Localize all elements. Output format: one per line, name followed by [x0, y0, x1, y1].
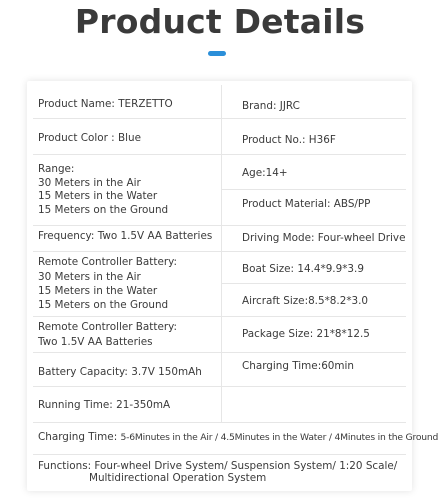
charging-time-label: Charging Time: — [38, 431, 121, 443]
product-material: Product Material: ABS/PP — [242, 198, 371, 210]
charging-time-short: Charging Time:60min — [242, 360, 355, 372]
product-no: Product No.: H36F — [242, 134, 336, 146]
row-divider — [221, 225, 406, 226]
row-divider — [33, 154, 406, 155]
row-divider — [33, 352, 406, 353]
remote-battery-value: Two 1.5V AA Batteries — [38, 336, 153, 348]
row-divider — [33, 422, 406, 423]
remote-battery-label-2: Remote Controller Battery: — [38, 321, 178, 333]
remote-battery-label: Remote Controller Battery: — [38, 256, 178, 268]
aircraft-size: Aircraft Size:8.5*8.2*3.0 — [242, 295, 369, 307]
row-divider — [33, 118, 406, 119]
running-time: Running Time: 21-350mA — [38, 399, 171, 411]
product-name: Product Name: TERZETTO — [38, 98, 173, 110]
row-divider — [33, 454, 406, 455]
column-divider — [221, 85, 222, 422]
range-ground: 15 Meters on the Ground — [38, 204, 169, 216]
frequency: Frequency: Two 1.5V AA Batteries — [38, 230, 213, 242]
remote-range-ground: 15 Meters on the Ground — [38, 299, 169, 311]
driving-mode: Driving Mode: Four-wheel Drive — [242, 232, 406, 244]
product-color: Product Color : Blue — [38, 132, 141, 144]
range-water: 15 Meters in the Water — [38, 190, 158, 202]
remote-range-water: 15 Meters in the Water — [38, 285, 158, 297]
charging-time-detail: 5-6Minutes in the Air / 4.5Minutes in the Water / 4Minutes in the Ground — [120, 432, 439, 443]
title-accent-bar — [208, 51, 226, 56]
row-divider — [221, 189, 406, 190]
product-details-card — [27, 81, 439, 491]
row-divider — [221, 283, 406, 284]
brand: Brand: JJRC — [242, 100, 300, 112]
page-title: Product Details — [74, 2, 366, 41]
boat-size: Boat Size: 14.4*9.9*3.9 — [242, 263, 364, 275]
functions-line-2: Multidirectional Operation System — [89, 472, 267, 484]
range-label: Range: — [38, 163, 75, 175]
functions-line-1: Functions: Four-wheel Drive System/ Suspension System/ 1:20 Scale/ — [38, 460, 398, 472]
row-divider — [33, 251, 406, 252]
range-air: 30 Meters in the Air — [38, 177, 141, 189]
row-divider — [33, 316, 406, 317]
row-divider — [33, 386, 406, 387]
charging-time-row — [38, 431, 438, 444]
package-size: Package Size: 21*8*12.5 — [242, 328, 370, 340]
battery-capacity: Battery Capacity: 3.7V 150mAh — [38, 366, 202, 378]
row-divider — [33, 225, 221, 226]
remote-range-air: 30 Meters in the Air — [38, 271, 141, 283]
age: Age:14+ — [242, 167, 288, 179]
